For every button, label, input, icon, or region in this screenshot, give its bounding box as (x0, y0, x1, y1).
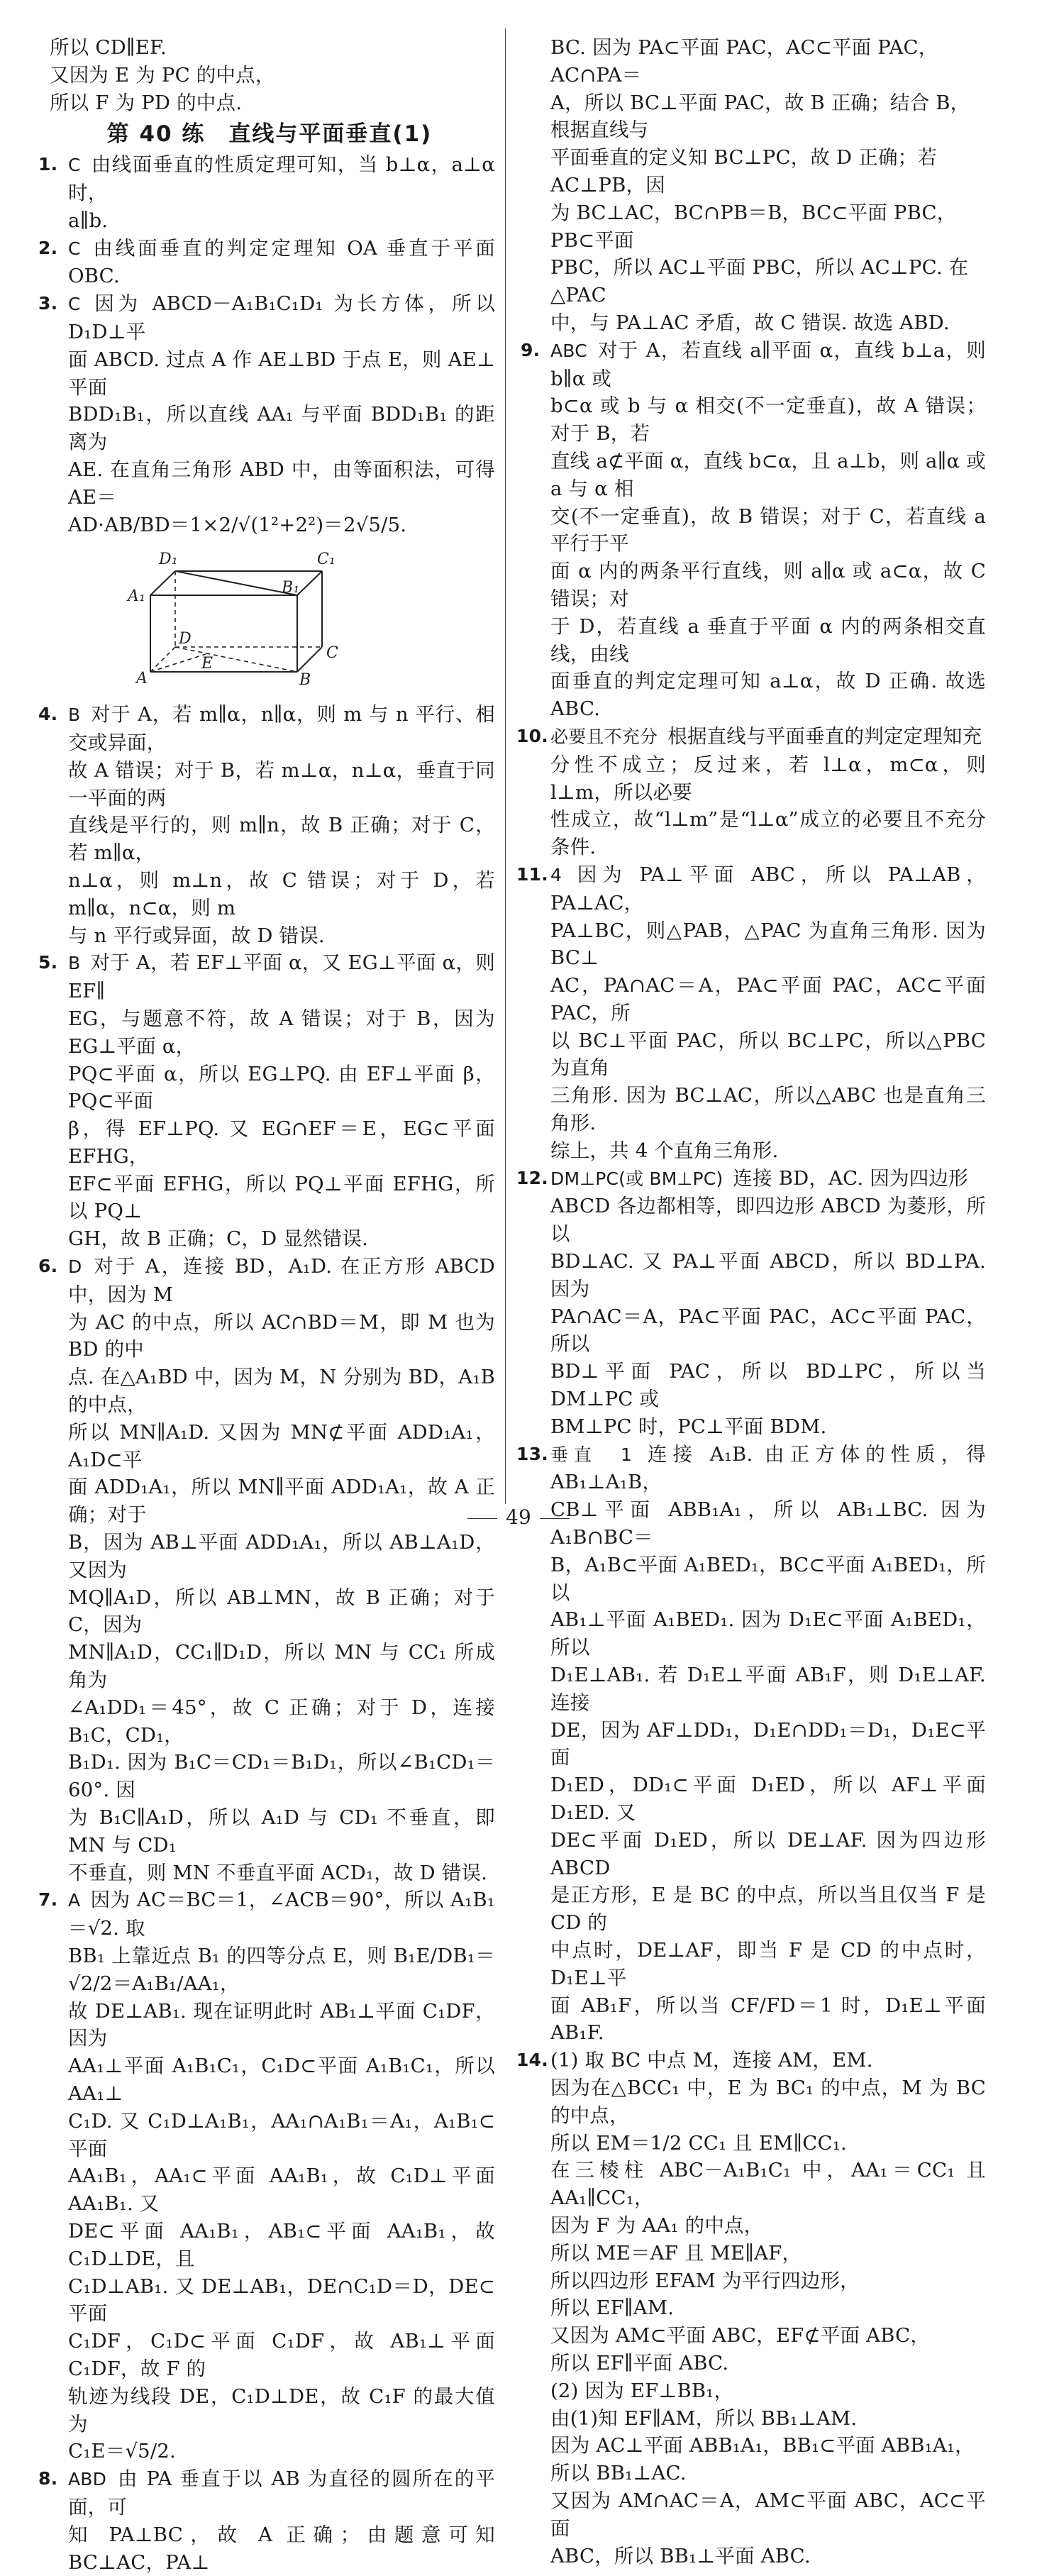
answer-text: (2) 因为 EF⊥BB₁， (550, 2379, 734, 2402)
answer-text: 综上，共 4 个直角三角形. (550, 1139, 779, 1162)
answer-text: GH，故 B 正确；C，D 显然错误. (68, 1227, 369, 1251)
answer-text: 面 α 内的两条平行直线，则 a∥α 或 a⊂α，故 C 错误；对 (550, 560, 986, 610)
answer-text: ABCD 各边都相等，即四边形 ABCD 为菱形，所以 (550, 1195, 986, 1246)
item-answer: C (68, 294, 81, 315)
answer-line: 中，与 PA⊥AC 矛盾，故 C 错误. 故选 ABD. (550, 311, 950, 334)
answer-text: 点. 在△A₁BD 中，因为 M，N 分别为 BD，A₁B 的中点， (68, 1366, 495, 1417)
answer-text: 交(不一定垂直)，故 B 错误；对于 C，若直线 a 平行于平 (550, 504, 986, 555)
left-column (38, 34, 495, 2576)
answer-item (516, 2047, 986, 2570)
answer-text: 连接 A₁B. 由正方体的性质，得 AB₁⊥A₁B， (550, 1442, 986, 1494)
answer-line (550, 1992, 986, 2047)
answer-line (550, 2047, 986, 2074)
pre-line: 又因为 E 为 PC 的中点， (50, 63, 275, 87)
item-number: 14. (516, 2050, 548, 2071)
answer-text: C₁DF，C₁D⊂平面 C₁DF，故 AB₁⊥平面 C₁DF，故 F 的 (68, 2330, 495, 2380)
answer-text: C₁E＝√5/2. (68, 2440, 176, 2463)
answer-text: DE⊂平面 AA₁B₁，AB₁⊂平面 AA₁B₁，故 C₁D⊥DE，且 (68, 2219, 495, 2270)
answer-line (550, 2212, 986, 2240)
item-answer: 4 (550, 864, 562, 885)
answer-text: D₁E⊥AB₁. 若 D₁E⊥平面 AB₁F，则 D₁E⊥AF. 连接 (550, 1664, 986, 1714)
answer-text: (1) 取 BC 中点 M，连接 AM，EM. (550, 2049, 873, 2072)
answer-text: 由线面垂直的判定定理知 OA 垂直于平面 OBC. (68, 236, 495, 288)
answer-line (68, 2273, 495, 2328)
item-number: 6. (38, 1256, 58, 1277)
cuboid-figure (44, 544, 495, 694)
answer-text: AC，PA∩AC＝A，PA⊂平面 PAC，AC⊂平面 PAC，所 (550, 974, 986, 1024)
answer-text: AD·AB/BD＝1×2/√(1²+2²)＝2√5/5. (68, 513, 407, 536)
pre-line: 所以 CD∥EF. (50, 36, 167, 59)
answer-line (550, 2322, 986, 2350)
answer-line (550, 1193, 986, 1248)
answer-line (550, 806, 986, 861)
answer-text: 于 D，若直线 a 垂直于平面 α 内的两条相交直线，由线 (550, 614, 986, 665)
answer-line (68, 1419, 495, 1474)
answer-line (68, 1253, 495, 1309)
answer-line (68, 1364, 495, 1419)
item-number: 10. (516, 725, 548, 746)
item-answer: A (68, 1890, 81, 1911)
answer-line (68, 2108, 495, 2163)
pre-line: 所以 F 为 PD 的中点. (50, 91, 243, 114)
answer-text: BM⊥PC 时，PC⊥平面 BDM. (550, 1415, 827, 1438)
answer-line (550, 558, 986, 613)
answer-text: B，因为 AB⊥平面 ADD₁A₁，所以 AB⊥A₁D，又因为 (68, 1531, 495, 1581)
page-number (0, 1505, 1037, 1529)
page-dash (540, 1518, 570, 1519)
answer-text: CB⊥平面 ABB₁A₁，所以 AB₁⊥BC. 因为 A₁B∩BC＝ (550, 1498, 986, 1549)
answer-text: 三角形. 因为 BC⊥AC，所以△ABC 也是直角三角形. (550, 1084, 986, 1135)
answer-line (550, 2460, 986, 2487)
answer-text: 根据直线与平面垂直的判定定理知充 (667, 724, 982, 748)
answer-line (550, 2377, 986, 2405)
answer-text: 所以 EF∥AM. (550, 2296, 675, 2320)
page-number-text: 49 (506, 1505, 531, 1529)
answer-line (68, 1171, 495, 1226)
answer-item (38, 290, 495, 538)
label-C1: C₁ (317, 551, 336, 569)
label-A1: A₁ (128, 587, 146, 606)
answer-item (516, 861, 986, 1165)
item-answer: C (68, 238, 81, 259)
answer-text: D₁ED，DD₁⊂平面 D₁ED，所以 AF⊥平面 D₁ED. 又 (550, 1774, 986, 1824)
answer-line (550, 1717, 986, 1772)
item-number: 7. (38, 1889, 58, 1911)
item-number: 9. (521, 339, 540, 360)
answer-text: 轨迹为线段 DE，C₁D⊥DE，故 C₁F 的最大值为 (68, 2384, 495, 2436)
item-answer: B (68, 704, 81, 726)
answer-text: 面 ADD₁A₁，所以 MN∥平面 ADD₁A₁，故 A 正确；对于 (68, 1476, 495, 1527)
answer-text: 所以 ME＝AF 且 ME∥AF， (550, 2241, 802, 2265)
answer-text: 知 PA⊥BC，故 A 正确；由题意可知 BC⊥AC，PA⊥ (68, 2523, 495, 2574)
answer-line (550, 2267, 986, 2295)
answer-line (68, 290, 495, 346)
answer-line (550, 1937, 986, 1992)
answer-text: C₁D. 又 C₁D⊥A₁B₁，AA₁∩A₁B₁＝A₁，A₁B₁⊂平面 (68, 2109, 495, 2160)
answer-line (550, 1552, 986, 1607)
answer-text: 又因为 AM∩AC＝A，AM⊂平面 ABC，AC⊂平面 (550, 2489, 986, 2540)
answer-line (550, 2130, 986, 2157)
answer-line (550, 1662, 986, 1717)
answer-line (550, 613, 986, 668)
answer-line: BC. 因为 PA⊂平面 PAC，AC⊂平面 PAC，AC∩PA＝ (550, 36, 938, 87)
answer-line (68, 922, 495, 950)
answer-line (550, 1137, 986, 1165)
answer-text: 由线面垂直的性质定理可知，当 b⊥α，a⊥α 时， (68, 153, 495, 204)
answer-text: β，得 EF⊥PQ. 又 EG∩EF＝E，EG⊂平面 EFHG， (68, 1117, 495, 1168)
answer-text: a∥b. (68, 209, 109, 232)
answer-line (550, 337, 986, 393)
answer-item (38, 151, 495, 234)
answer-text: 面 AB₁F，所以当 CF/FD＝1 时，D₁E⊥平面 AB₁F. (550, 1994, 986, 2045)
item-number: 1. (38, 154, 58, 175)
answer-line (68, 2521, 495, 2576)
answer-item (38, 701, 495, 949)
answer-text: n⊥α，则 m⊥n，故 C 错误；对于 D，若 m∥α，n⊂α，则 m (68, 868, 495, 919)
answer-text: 分性不成立；反过来，若 l⊥α，m⊂α，则 l⊥m，所以必要 (550, 753, 986, 804)
answer-text: B，A₁B⊂平面 A₁BED₁，BC⊂平面 A₁BED₁，所以 (550, 1553, 986, 1604)
answer-line: 为 BC⊥AC，BC∩PB＝B，BC⊂平面 PBC，PB⊂平面 (550, 201, 957, 252)
answer-item (38, 949, 495, 1253)
answer-line (68, 1749, 495, 1804)
answer-item (38, 1253, 495, 1886)
answer-text: 所以 EM＝1/2 CC₁ 且 EM∥CC₁. (550, 2131, 847, 2155)
answer-text: 因为 AC⊥平面 ABB₁A₁，BB₁⊂平面 ABB₁A₁， (550, 2434, 975, 2458)
answer-line (68, 1886, 495, 1942)
answer-text: MN∥A₁D，CC₁∥D₁D，所以 MN 与 CC₁ 所成角为 (68, 1641, 495, 1692)
item-number: 11. (516, 863, 548, 885)
answer-text: 为 B₁C∥A₁D，所以 A₁D 与 CD₁ 不垂直，即 MN 与 CD₁ (68, 1806, 495, 1857)
answer-text: C₁D⊥AB₁. 又 DE⊥AB₁，DE∩C₁D＝D，DE⊂平面 (68, 2274, 495, 2326)
answer-text: AA₁B₁，AA₁⊂平面 AA₁B₁，故 C₁D⊥平面 AA₁B₁. 又 (68, 2165, 495, 2216)
item-answer: B (68, 953, 81, 974)
answer-text: AA₁⊥平面 A₁B₁C₁，C₁D⊂平面 A₁B₁C₁，所以 AA₁⊥ (68, 2055, 495, 2105)
answer-text: 在三棱柱 ABC－A₁B₁C₁ 中，AA₁＝CC₁ 且 AA₁∥CC₁， (550, 2159, 986, 2210)
answer-line (550, 2240, 986, 2267)
answer-line (550, 1248, 986, 1303)
answer-line (550, 1881, 986, 1937)
answer-text: ABC，所以 BB₁⊥平面 ABC. (550, 2544, 811, 2567)
answer-line (550, 2543, 986, 2570)
answer-line (68, 1529, 495, 1584)
item-number: 8. (38, 2468, 58, 2489)
answer-text: ∠A₁DD₁＝45°，故 C 正确；对于 D，连接 B₁C，CD₁， (68, 1696, 495, 1747)
answer-line (550, 668, 986, 723)
answer-text: 与 n 平行或异面，故 D 错误. (68, 924, 325, 947)
answer-line (68, 1225, 495, 1253)
answer-item (38, 1886, 495, 2465)
answer-text: PA⊥BC，则△PAB，△PAC 为直角三角形. 因为 BC⊥ (550, 919, 986, 970)
answer-line (550, 751, 986, 807)
answer-text: BD⊥AC. 又 PA⊥平面 ABCD，所以 BD⊥PA. 因为 (550, 1250, 986, 1300)
answer-line (550, 972, 986, 1027)
answer-text: 所以 BB₁⊥AC. (550, 2462, 687, 2485)
answer-line (550, 917, 986, 973)
answer-text: 中点时，DE⊥AF，即当 F 是 CD 的中点时，D₁E⊥平 (550, 1938, 986, 1989)
answer-item (516, 1165, 986, 1441)
item-answer: 垂直 1 (550, 1444, 633, 1465)
page-dash (467, 1518, 497, 1519)
answer-line (68, 512, 495, 539)
answer-line (68, 2438, 495, 2465)
answer-text: 所以 MN∥A₁D. 又因为 MN⊄平面 ADD₁A₁，A₁D⊂平 (68, 1420, 495, 1471)
answer-text: 连接 BD，AC. 因为四边形 (733, 1166, 968, 1190)
answer-item (521, 337, 986, 723)
answer-text: 因为 PA⊥平面 ABC，所以 PA⊥AB，PA⊥AC， (550, 863, 986, 914)
answer-line (550, 1165, 986, 1193)
answer-line (550, 392, 986, 448)
continued-answer (526, 34, 986, 337)
label-A: A (136, 670, 148, 687)
answer-line (68, 949, 495, 1005)
item-number: 3. (38, 293, 58, 314)
answer-text: EF⊂平面 EFHG，所以 PQ⊥平面 EFHG，所以 PQ⊥ (68, 1172, 495, 1223)
answer-line (550, 1358, 986, 1413)
answer-line (550, 1771, 986, 1827)
label-C: C (326, 644, 339, 663)
label-D1: D₁ (159, 551, 178, 569)
answer-text: 以 BC⊥平面 PAC，所以 BC⊥PC，所以△PBC 为直角 (550, 1029, 986, 1080)
answer-line (550, 2157, 986, 2212)
answer-list (38, 701, 495, 2576)
answer-line (550, 2350, 986, 2377)
answer-line (68, 1639, 495, 1694)
answer-line (68, 867, 495, 922)
answer-line (68, 1309, 495, 1364)
answer-text: 性成立，故“l⊥m”是“l⊥α”成立的必要且不充分条件. (550, 808, 986, 859)
answer-line (550, 2405, 986, 2433)
answer-line (550, 1082, 986, 1137)
answer-text: BD⊥平面 PAC，所以 BD⊥PC，所以当 DM⊥PC 或 (550, 1360, 986, 1411)
answer-line (68, 757, 495, 812)
answer-line (68, 235, 495, 291)
answer-line (68, 1584, 495, 1640)
answer-line (68, 151, 495, 207)
answer-text: DE⊂平面 D₁ED，所以 DE⊥AF. 因为四边形 ABCD (550, 1828, 986, 1879)
answer-item (516, 723, 986, 861)
cuboid-diagram (44, 544, 495, 686)
answer-line (550, 2487, 986, 2543)
answer-text: 故 DE⊥AB₁. 现在证明此时 AB₁⊥平面 C₁DF，因为 (68, 1999, 495, 2050)
item-number: 2. (38, 237, 58, 258)
answer-line (68, 2162, 495, 2218)
answer-line (68, 1005, 495, 1061)
item-number: 13. (516, 1443, 548, 1464)
answer-line (68, 346, 495, 402)
answer-line (68, 401, 495, 456)
answer-line (550, 448, 986, 503)
item-answer: C (68, 155, 81, 176)
label-B1: B₁ (282, 579, 300, 597)
answer-line (550, 2294, 986, 2322)
answer-text: b⊂α 或 b 与 α 相交(不一定垂直)，故 A 错误；对于 B，若 (550, 394, 986, 446)
item-answer: ABC (550, 340, 587, 361)
answer-line (68, 2465, 495, 2521)
answer-line (68, 1115, 495, 1171)
answer-text: 对于 A，若直线 a∥平面 α，直线 b⊥a，则 b∥α 或 (550, 338, 986, 390)
answer-line (68, 456, 495, 512)
answer-line (68, 701, 495, 757)
answer-line: 平面垂直的定义知 BC⊥PC，故 D 正确；若 AC⊥PB，因 (550, 146, 938, 197)
answer-text: BDD₁B₁，所以直线 AA₁ 与平面 BDD₁B₁ 的距离为 (68, 403, 495, 454)
answer-text: 因为 ABCD－A₁B₁C₁D₁ 为长方体，所以 D₁D⊥平 (68, 292, 495, 343)
answer-line (68, 207, 495, 235)
answer-text: EG，与题意不符，故 A 错误；对于 B，因为 EG⊥平面 α， (68, 1007, 495, 1058)
answer-text: MQ∥A₁D，所以 AB⊥MN，故 B 正确；对于 C，因为 (68, 1586, 495, 1637)
answer-line (68, 1942, 495, 1998)
answer-line: PBC，所以 AC⊥平面 PBC，所以 AC⊥PC. 在△PAC (550, 256, 969, 307)
answer-text: 对于 A，若 EF⊥平面 α，又 EG⊥平面 α，则 EF∥ (68, 951, 495, 1003)
answer-line (68, 1694, 495, 1749)
answer-text: PA∩AC＝A，PA⊂平面 PAC，AC⊂平面 PAC，所以 (550, 1305, 986, 1356)
answer-line (68, 812, 495, 867)
answer-text: 直线 a⊄平面 α，直线 b⊂α，且 a⊥b，则 a∥α 或 a 与 α 相 (550, 449, 986, 500)
answer-line (68, 1859, 495, 1887)
label-D: D (179, 630, 192, 648)
answer-line: A，所以 BC⊥平面 PAC，故 B 正确；结合 B，根据直线与 (550, 91, 970, 142)
answer-text: AE. 在直角三角形 ABD 中，由等面积法，可得 AE＝ (68, 458, 495, 509)
item-number: 12. (516, 1167, 548, 1188)
answer-line (550, 1027, 986, 1083)
item-number: 5. (38, 952, 58, 973)
label-B: B (299, 671, 311, 687)
answer-text: 是正方形，E 是 BC 的中点，所以当且仅当 F 是 CD 的 (550, 1884, 986, 1935)
label-E: E (201, 655, 214, 673)
item-number: 4. (38, 704, 58, 725)
answer-text: 不垂直，则 MN 不垂直平面 ACD₁，故 D 错误. (68, 1861, 488, 1884)
answer-line (550, 1827, 986, 1882)
answer-text: 因为 AC＝BC＝1，∠ACB＝90°，所以 A₁B₁＝√2. 取 (68, 1889, 495, 1940)
answer-text: B₁D₁. 因为 B₁C＝CD₁＝B₁D₁，所以∠B₁CD₁＝60°. 因 (68, 1751, 495, 1802)
answer-text: 由(1)知 EF∥AM，所以 BB₁⊥AM. (550, 2406, 858, 2430)
answer-text: 所以四边形 EFAM 为平行四边形， (550, 2269, 860, 2292)
answer-list (38, 151, 495, 538)
answer-text: 由 PA 垂直于以 AB 为直径的圆所在的平面，可 (68, 2467, 495, 2519)
answer-text: DE，因为 AF⊥DD₁，D₁E∩DD₁＝D₁，D₁E⊂平面 (550, 1718, 986, 1769)
answer-line (550, 861, 986, 917)
answer-line (550, 1441, 986, 1497)
answer-line (550, 2074, 986, 2130)
answer-text: 面垂直的判定定理可知 a⊥α，故 D 正确. 故选 ABC. (550, 670, 986, 721)
item-answer: D (68, 1256, 82, 1278)
answer-text: 为 AC 的中点，所以 AC∩BD＝M，即 M 也为 BD 的中 (68, 1310, 495, 1361)
answer-item (38, 2465, 495, 2576)
answer-item (38, 235, 495, 291)
answer-line (550, 1413, 986, 1441)
answer-line (68, 2328, 495, 2383)
answer-text: BB₁ 上靠近点 B₁ 的四等分点 E，则 B₁E/DB₁＝√2/2＝A₁B₁/AA₁， (68, 1945, 495, 1995)
answer-text: 因为 F 为 AA₁ 的中点， (550, 2213, 764, 2237)
answer-text: AB₁⊥平面 A₁BED₁. 因为 D₁E⊂平面 A₁BED₁，所以 (550, 1608, 986, 1659)
item-answer: DM⊥PC(或 BM⊥PC) (550, 1168, 723, 1189)
column-divider (505, 28, 506, 1504)
answer-text: 故 A 错误；对于 B，若 m⊥α，n⊥α，垂直于同一平面的两 (68, 758, 495, 809)
answer-text: 又因为 AM⊂平面 ABC，EF⊄平面 ABC， (550, 2324, 931, 2348)
item-answer: ABD (68, 2469, 107, 2490)
answer-text: 面 ABCD. 过点 A 作 AE⊥BD 于点 E，则 AE⊥平面 (68, 348, 495, 399)
answer-text: 因为在△BCC₁ 中，E 为 BC₁ 的中点，M 为 BC 的中点， (550, 2076, 986, 2127)
answer-text: 对于 A，若 m∥α，n∥α，则 m 与 n 平行、相交或异面， (68, 703, 495, 754)
answer-line (550, 503, 986, 558)
answer-line (68, 2383, 495, 2438)
answer-text: 直线是平行的，则 m∥n，故 B 正确；对于 C，若 m∥α， (68, 814, 495, 865)
answer-text: 对于 A，连接 BD，A₁D. 在正方形 ABCD 中，因为 M (68, 1255, 495, 1306)
answer-line (550, 1303, 986, 1359)
answer-line (68, 2052, 495, 2108)
answer-text: 所以 EF∥平面 ABC. (550, 2351, 729, 2375)
answer-line (68, 1998, 495, 2053)
answer-line (550, 723, 986, 751)
answer-line (68, 1061, 495, 1116)
answer-line (550, 1606, 986, 1662)
answer-line (550, 2432, 986, 2460)
answer-line (68, 1804, 495, 1859)
section-title: 第 40 练 直线与平面垂直(1) (106, 121, 433, 148)
item-answer: 必要且不充分 (550, 726, 658, 747)
answer-text: PQ⊂平面 α，所以 EG⊥PQ. 由 EF⊥平面 β，PQ⊂平面 (68, 1062, 495, 1113)
answer-line (68, 2218, 495, 2273)
